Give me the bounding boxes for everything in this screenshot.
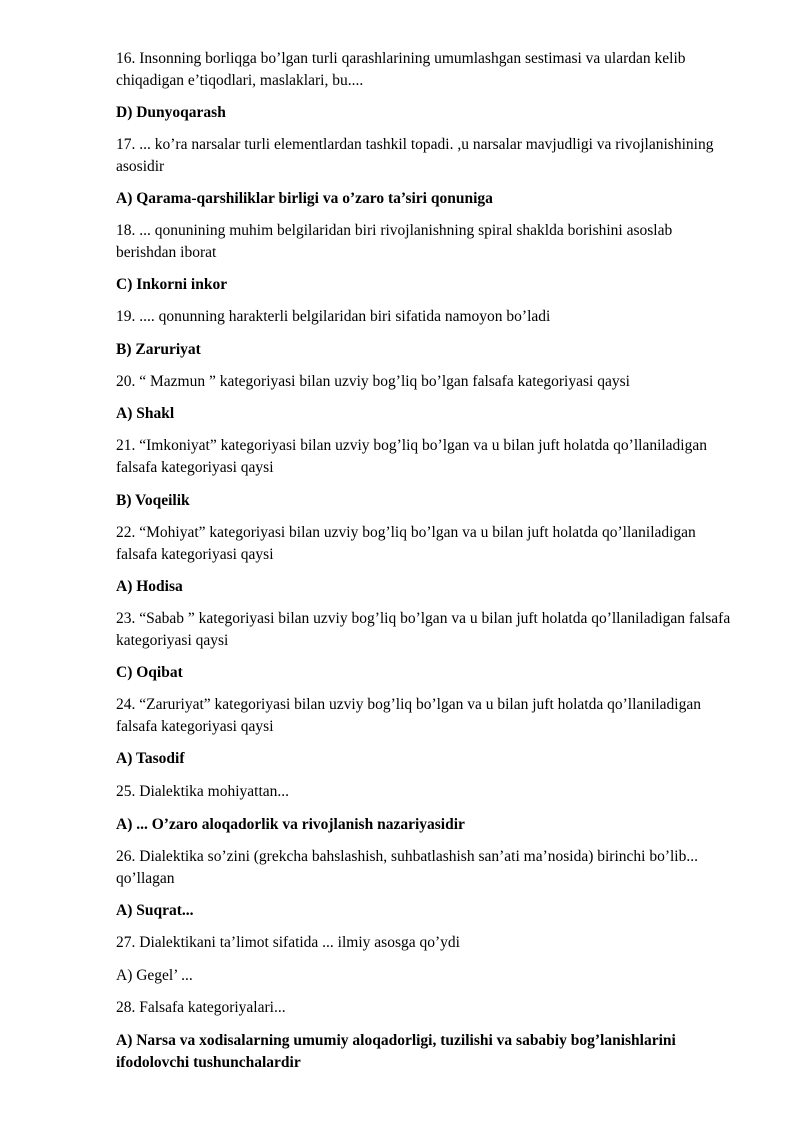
answer-26: A) Suqrat...: [116, 902, 194, 919]
question-17: 17. ... ko’ra narsalar turli elementlardan tashkil topadi. ,u narsalar mavjudligi va rivojlanishining asosidir: [116, 136, 714, 175]
answer-22: A) Hodisa: [116, 578, 183, 595]
answer-18: C) Inkorni inkor: [116, 276, 228, 293]
question-27: 27. Dialektikani ta’limot sifatida ... ilmiy asosga qo’ydi: [116, 934, 460, 951]
answer-16: D) Dunyoqarash: [116, 104, 226, 121]
answer-25: A) ... O’zaro aloqadorlik va rivojlanish nazariyasidir: [116, 816, 465, 833]
answer-20: A) Shakl: [116, 405, 175, 422]
question-18: 18. ... qonunining muhim belgilaridan biri rivojlanishning spiral shaklda borishini asoslab berishdan iborat: [116, 222, 673, 261]
answer-17: A) Qarama-qarshiliklar birligi va o’zaro ta’siri qonuniga: [116, 190, 493, 207]
answer-27: A) Gegel’ ...: [116, 967, 193, 984]
question-21: 21. “Imkoniyat” kategoriyasi bilan uzviy bog’liq bo’lgan va u bilan juft holatda qo’llaniladigan falsafa kategoriyasi qaysi: [116, 437, 707, 476]
answer-19: B) Zaruriyat: [116, 341, 201, 358]
question-25: 25. Dialektika mohiyattan...: [116, 783, 290, 800]
answer-21: B) Voqeilik: [116, 492, 190, 509]
question-20: 20. “ Mazmun ” kategoriyasi bilan uzviy bog’liq bo’lgan falsafa kategoriyasi qaysi: [116, 373, 630, 390]
question-26: 26. Dialektika so’zini (grekcha bahslashish, suhbatlashish san’ati ma’nosida) birinchi bo’lib... qo’llagan: [116, 848, 698, 887]
answer-28: A) Narsa va xodisalarning umumiy aloqadorligi, tuzilishi va sababiy bog’lanishlarini ifodolovchi tushunchalardir: [116, 1032, 676, 1071]
question-22: 22. “Mohiyat” kategoriyasi bilan uzviy bog’liq bo’lgan va u bilan juft holatda qo’llaniladigan falsafa kategoriyasi qaysi: [116, 524, 696, 563]
question-23: 23. “Sabab ” kategoriyasi bilan uzviy bog’liq bo’lgan va u bilan juft holatda qo’llaniladigan falsafa kategoriyasi qaysi: [116, 610, 731, 649]
question-19: 19. .... qonunning harakterli belgilaridan biri sifatida namoyon bo’ladi: [116, 308, 551, 325]
answer-23: C) Oqibat: [116, 664, 183, 681]
answer-24: A) Tasodif: [116, 750, 185, 767]
question-16: 16. Insonning borliqga bo’lgan turli qarashlarining umumlashgan sestimasi va ulardan kelib chiqadigan e’tiqodlari, maslaklari, bu....: [116, 50, 686, 89]
question-28: 28. Falsafa kategoriyalari...: [116, 999, 286, 1016]
question-24: 24. “Zaruriyat” kategoriyasi bilan uzviy bog’liq bo’lgan va u bilan juft holatda qo’llaniladigan falsafa kategoriyasi qaysi: [116, 696, 701, 735]
